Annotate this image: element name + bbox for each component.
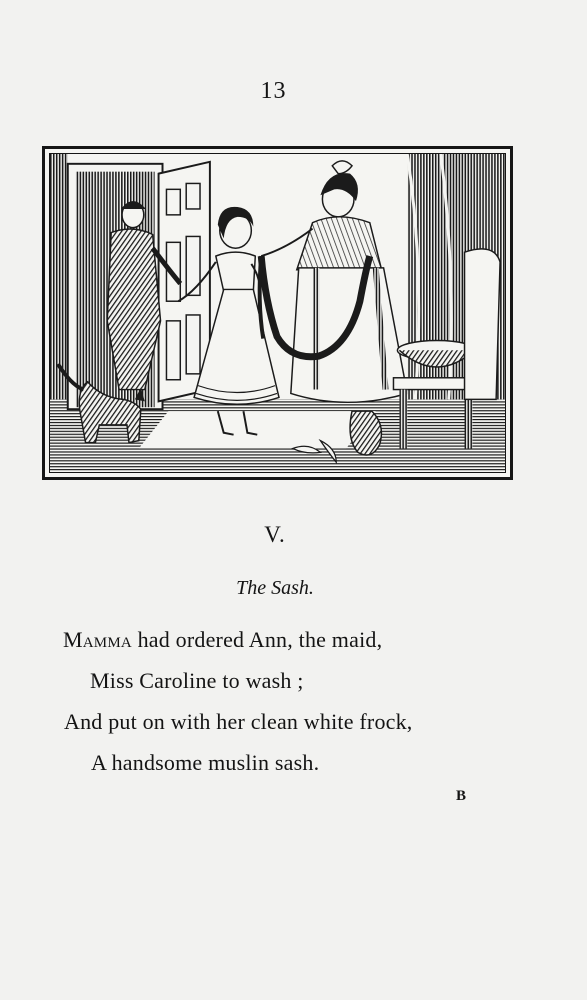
chapter-numeral: V. — [264, 522, 286, 547]
verse-line-text: A handsome muslin sash. — [91, 750, 320, 775]
signature-mark: B — [456, 788, 467, 804]
verse-line-text: had ordered Ann, the maid, — [131, 627, 383, 652]
verse-line-lead: Mamma — [63, 627, 132, 652]
verse-line — [64, 709, 413, 735]
verse-line — [90, 668, 304, 694]
poem-title: The Sash. — [236, 577, 314, 599]
woodcut-illustration-icon — [49, 153, 506, 473]
illustration-frame — [42, 146, 513, 480]
page-number: 13 — [260, 78, 287, 104]
verse-line-text: Miss Caroline to wash ; — [90, 668, 304, 693]
verse-line-text: And put on with her clean white frock, — [64, 709, 413, 734]
verse-line — [91, 750, 319, 776]
verse-line — [63, 627, 382, 653]
